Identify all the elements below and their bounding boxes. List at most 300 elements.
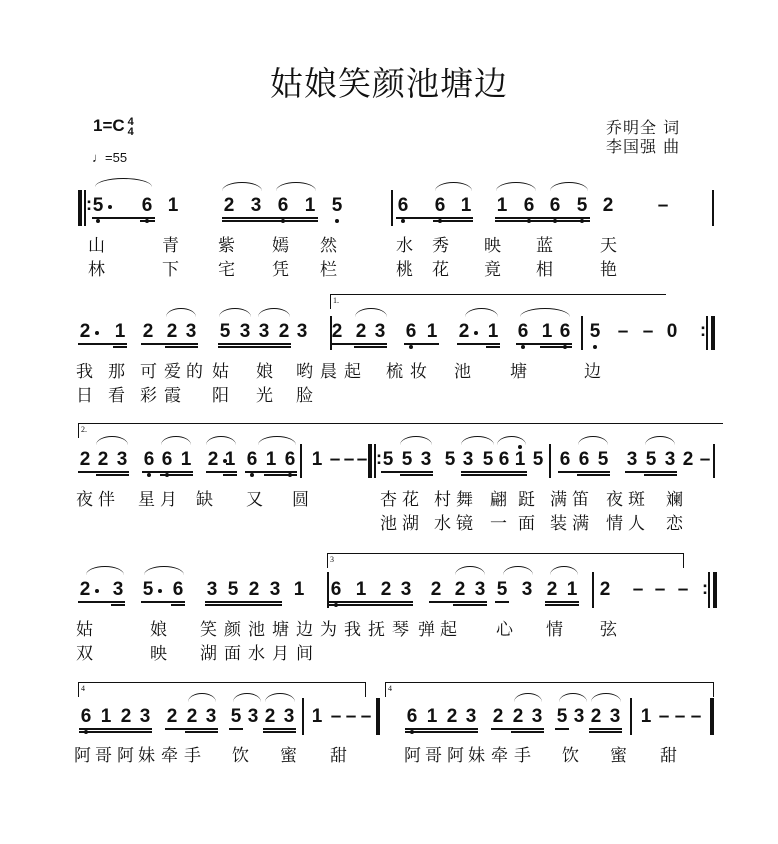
lyric-char: 娘 xyxy=(256,362,273,382)
time-sig-bottom: 4 xyxy=(127,126,134,139)
note: 5 xyxy=(92,195,104,216)
lyric-char: 秀 xyxy=(432,236,449,256)
beam-underline xyxy=(511,731,544,733)
volta-bracket xyxy=(385,682,714,697)
lyric-char: 那 xyxy=(108,362,125,382)
note: 6 xyxy=(172,579,184,600)
lyric-char: 又 xyxy=(246,490,263,510)
volta-bracket xyxy=(327,553,684,568)
lyric-char: 阿 xyxy=(117,746,134,766)
note: 3 xyxy=(462,449,474,470)
beam-underline xyxy=(185,731,218,733)
volta-number: 2. xyxy=(81,425,87,434)
beam-underline xyxy=(79,728,152,730)
note: 1 xyxy=(487,321,499,342)
augmentation-dot xyxy=(95,331,99,335)
note: 2 xyxy=(380,579,392,600)
lyric-char: 娘 xyxy=(150,620,167,640)
slur xyxy=(166,308,196,317)
lyric-char: 光 xyxy=(256,386,273,406)
song-title: 姑娘笑颜池塘边 xyxy=(270,64,508,103)
beam-underline xyxy=(171,604,185,606)
note: 5 xyxy=(589,321,601,342)
lyric-char: 阳 xyxy=(212,386,229,406)
lyric-char: 我 xyxy=(344,620,361,640)
note: 5 xyxy=(597,449,609,470)
lyric-char: 起 xyxy=(440,620,457,640)
lyric-char: 圆 xyxy=(292,490,309,510)
note: 2 xyxy=(186,706,198,727)
beam-underline xyxy=(354,346,387,348)
beam-underline xyxy=(78,471,129,473)
lyric-char: 面 xyxy=(518,514,535,534)
beam-underline xyxy=(92,217,155,219)
note: 6 xyxy=(578,449,590,470)
note: 2 xyxy=(97,449,109,470)
lyric-char: 手 xyxy=(514,746,531,766)
note: 6 xyxy=(406,706,418,727)
beam-underline xyxy=(263,728,296,730)
note: – xyxy=(345,706,357,727)
note: 3 xyxy=(116,449,128,470)
lyric-char: 星 xyxy=(138,490,155,510)
lyric-char: 甜 xyxy=(660,746,677,766)
note: 6 xyxy=(498,449,510,470)
low-octave-dot xyxy=(335,219,339,223)
note: 2 xyxy=(278,321,290,342)
lyric-char: 饮 xyxy=(562,746,579,766)
lyric-char: 水 xyxy=(396,236,413,256)
lyricist-credit: 乔明全 词 xyxy=(606,118,681,137)
lyric-char: 哥 xyxy=(95,746,112,766)
beam-underline xyxy=(461,474,527,476)
repeat-sign: : xyxy=(86,194,92,214)
note: 2 xyxy=(166,321,178,342)
lyric-char: 紫 xyxy=(218,236,235,256)
lyric-char: 塘 xyxy=(510,362,527,382)
note: 3 xyxy=(283,706,295,727)
lyric-char: 塘 xyxy=(272,620,289,640)
key-label: 1=C xyxy=(93,116,125,135)
note: 1 xyxy=(541,321,553,342)
beam-underline xyxy=(245,471,297,473)
barline xyxy=(706,316,708,350)
beam-underline xyxy=(140,220,155,222)
repeat-sign: : xyxy=(376,448,382,468)
note: 2 xyxy=(599,579,611,600)
lyric-char: 姑 xyxy=(212,362,229,382)
note: 6 xyxy=(284,449,296,470)
lyric-char: 湖 xyxy=(200,644,217,664)
note: – xyxy=(632,579,644,600)
lyric-char: 宅 xyxy=(218,260,235,280)
beam-underline xyxy=(223,474,237,476)
note: 2 xyxy=(223,195,235,216)
volta-number: 1. xyxy=(333,296,339,305)
note: – xyxy=(356,449,368,470)
slur xyxy=(144,566,184,575)
slur xyxy=(550,182,588,191)
repeat-sign: : xyxy=(702,578,708,598)
beam-underline xyxy=(545,604,579,606)
note: 2 xyxy=(602,195,614,216)
lyric-char: 弦 xyxy=(600,620,617,640)
beam-underline xyxy=(405,731,478,733)
double-barline xyxy=(376,698,380,735)
beam-underline xyxy=(78,601,125,603)
lyric-char: 看 xyxy=(108,386,125,406)
lyric-char: 相 xyxy=(536,260,553,280)
note: 6 xyxy=(161,449,173,470)
lyric-char: 湖 xyxy=(402,514,419,534)
beam-underline xyxy=(516,343,572,345)
lyric-char: 花 xyxy=(402,490,419,510)
note: 6 xyxy=(517,321,529,342)
note: 5 xyxy=(142,579,154,600)
note: 6 xyxy=(397,195,409,216)
low-octave-dot xyxy=(409,345,413,349)
note: 6 xyxy=(277,195,289,216)
lyric-char: 镜 xyxy=(456,514,473,534)
lyric-char: 情 xyxy=(546,620,563,640)
note: 1 xyxy=(496,195,508,216)
note: 3 xyxy=(247,706,259,727)
note: 3 xyxy=(521,579,533,600)
note: 3 xyxy=(400,579,412,600)
beam-underline xyxy=(400,474,433,476)
lyric-char: 夜 xyxy=(606,490,623,510)
slur xyxy=(520,308,570,317)
beam-underline xyxy=(111,604,125,606)
note: 1 xyxy=(514,449,526,470)
repeat-sign: : xyxy=(700,320,706,340)
lyric-char: 舞 xyxy=(456,490,473,510)
note: 1 xyxy=(224,449,236,470)
beam-underline xyxy=(165,728,218,730)
lyric-char: 嫣 xyxy=(272,236,289,256)
volta-number: 4 xyxy=(388,684,392,693)
note: 2 xyxy=(79,579,91,600)
beam-underline xyxy=(540,346,572,348)
lyric-char: 装 xyxy=(550,514,567,534)
barline xyxy=(302,698,304,735)
beam-underline xyxy=(495,217,590,219)
key-signature xyxy=(93,116,134,137)
beam-underline xyxy=(218,343,291,345)
beam-underline xyxy=(229,728,243,730)
beam-underline xyxy=(396,217,473,219)
beam-underline xyxy=(78,343,127,345)
note: 6 xyxy=(141,195,153,216)
beam-underline xyxy=(330,343,387,345)
beam-underline xyxy=(381,471,433,473)
note: 1 xyxy=(114,321,126,342)
beam-underline xyxy=(429,601,487,603)
lyric-char: 爱 xyxy=(164,362,181,382)
lyric-char: 伴 xyxy=(98,490,115,510)
note: 2 xyxy=(454,579,466,600)
double-barline xyxy=(711,316,715,350)
barline xyxy=(300,444,302,478)
lyric-char: 夜 xyxy=(76,490,93,510)
note: 1 xyxy=(460,195,472,216)
note: 3 xyxy=(474,579,486,600)
note: 6 xyxy=(549,195,561,216)
note: – xyxy=(658,706,670,727)
note: 3 xyxy=(573,706,585,727)
lyric-char: 艳 xyxy=(600,260,617,280)
lyric-char: 甜 xyxy=(330,746,347,766)
note: 2 xyxy=(331,321,343,342)
note: 3 xyxy=(296,321,308,342)
lyric-char: 映 xyxy=(484,236,501,256)
slur xyxy=(219,308,251,317)
note: – xyxy=(360,706,372,727)
lyric-char: 姑 xyxy=(76,620,93,640)
lyric-char: 山 xyxy=(88,236,105,256)
slur xyxy=(222,182,262,191)
lyric-char: 满 xyxy=(572,514,589,534)
lyric-char: 凭 xyxy=(272,260,289,280)
beam-underline xyxy=(206,471,237,473)
volta-bracket xyxy=(78,682,366,697)
note: – xyxy=(642,321,654,342)
note: 5 xyxy=(556,706,568,727)
lyric-char: 池 xyxy=(454,362,471,382)
lyric-char: 颜 xyxy=(224,620,241,640)
lyric-char: 情 xyxy=(606,514,623,534)
lyric-char: 为 xyxy=(320,620,337,640)
beam-underline xyxy=(625,471,677,473)
lyric-char: 脸 xyxy=(296,386,313,406)
lyric-char: 面 xyxy=(224,644,241,664)
beam-underline xyxy=(205,604,282,606)
lyric-char: 饮 xyxy=(232,746,249,766)
double-barline xyxy=(710,698,714,735)
lyric-char: 牵 xyxy=(161,746,178,766)
note: – xyxy=(677,579,689,600)
beam-underline xyxy=(577,474,610,476)
lyric-char: 妹 xyxy=(468,746,485,766)
note: 1 xyxy=(426,706,438,727)
note: 1 xyxy=(100,706,112,727)
slur xyxy=(435,182,472,191)
beam-underline xyxy=(329,604,413,606)
beam-underline xyxy=(453,604,487,606)
note: 6 xyxy=(559,449,571,470)
barline xyxy=(630,698,632,735)
time-signature xyxy=(128,117,134,137)
barline xyxy=(708,572,710,608)
note: 5 xyxy=(532,449,544,470)
lyric-char: 妹 xyxy=(138,746,155,766)
beam-underline xyxy=(644,474,677,476)
low-octave-dot xyxy=(250,473,254,477)
note: 3 xyxy=(609,706,621,727)
lyric-char: 边 xyxy=(296,620,313,640)
augmentation-dot xyxy=(108,205,112,209)
note: 2 xyxy=(166,706,178,727)
note: 2 xyxy=(512,706,524,727)
note: 2 xyxy=(446,706,458,727)
lyric-char: 跹 xyxy=(518,490,535,510)
beam-underline xyxy=(142,471,193,473)
lyric-char: 手 xyxy=(184,746,201,766)
note: 6 xyxy=(434,195,446,216)
note: 1 xyxy=(293,579,305,600)
note: 3 xyxy=(664,449,676,470)
note: 3 xyxy=(465,706,477,727)
lyric-char: 月 xyxy=(272,644,289,664)
beam-underline xyxy=(222,217,318,219)
lyric-char: 牵 xyxy=(491,746,508,766)
beam-underline xyxy=(222,220,318,222)
lyric-char: 起 xyxy=(344,362,361,382)
note: 6 xyxy=(246,449,258,470)
beam-underline xyxy=(589,731,622,733)
note: – xyxy=(330,706,342,727)
lyric-char: 蓝 xyxy=(536,236,553,256)
lyric-char: 池 xyxy=(380,514,397,534)
lyric-char: 池 xyxy=(248,620,265,640)
note: – xyxy=(329,449,341,470)
double-barline xyxy=(78,190,82,226)
note: 2 xyxy=(120,706,132,727)
lyric-char: 琴 xyxy=(392,620,409,640)
lyric-char: 杏 xyxy=(380,490,397,510)
note: – xyxy=(699,449,711,470)
lyric-char: 霞 xyxy=(164,386,181,406)
barline xyxy=(391,190,393,226)
note: 3 xyxy=(531,706,543,727)
volta-bracket xyxy=(330,294,666,309)
slur xyxy=(355,308,387,317)
beam-underline xyxy=(205,601,282,603)
note: 2 xyxy=(79,449,91,470)
lyric-char: 哥 xyxy=(425,746,442,766)
lyric-char: 笑 xyxy=(200,620,217,640)
lyric-char: 哟 xyxy=(296,362,313,382)
low-octave-dot xyxy=(96,219,100,223)
slur xyxy=(465,308,498,317)
slur xyxy=(258,308,290,317)
note: – xyxy=(617,321,629,342)
beam-underline xyxy=(329,601,413,603)
lyric-char: 青 xyxy=(162,236,179,256)
beam-underline xyxy=(160,474,193,476)
note: 6 xyxy=(559,321,571,342)
lyric-char: 水 xyxy=(248,644,265,664)
augmentation-dot xyxy=(158,589,162,593)
note: 1 xyxy=(566,579,578,600)
lyric-char: 阿 xyxy=(74,746,91,766)
lyric-char: 日 xyxy=(76,386,93,406)
lyric-char: 恋 xyxy=(666,514,683,534)
double-barline xyxy=(368,444,372,478)
beam-underline xyxy=(491,728,544,730)
beam-underline xyxy=(264,474,297,476)
lyric-char: 间 xyxy=(296,644,313,664)
note: 3 xyxy=(139,706,151,727)
note: 5 xyxy=(401,449,413,470)
lyric-char: 水 xyxy=(434,514,451,534)
composer-credit: 李国强 曲 xyxy=(606,137,681,156)
note: – xyxy=(343,449,355,470)
low-octave-dot xyxy=(147,473,151,477)
lyric-char: 心 xyxy=(496,620,513,640)
low-octave-dot xyxy=(521,345,525,349)
beam-underline xyxy=(486,346,500,348)
note: 2 xyxy=(430,579,442,600)
slur xyxy=(86,566,124,575)
note: 3 xyxy=(206,579,218,600)
augmentation-dot xyxy=(474,331,478,335)
beam-underline xyxy=(405,728,478,730)
note: 6 xyxy=(330,579,342,600)
beam-underline xyxy=(433,220,473,222)
lyric-char: 抚 xyxy=(368,620,385,640)
beam-underline xyxy=(113,346,127,348)
volta-number: 3 xyxy=(330,555,334,564)
lyric-char: 然 xyxy=(320,236,337,256)
lyric-char: 花 xyxy=(432,260,449,280)
tempo-marking: ♩=55 xyxy=(92,150,128,165)
beam-underline xyxy=(589,728,622,730)
lyric-char: 满 xyxy=(550,490,567,510)
lyric-char: 斑 xyxy=(628,490,645,510)
high-octave-dot xyxy=(518,445,522,449)
note: 3 xyxy=(112,579,124,600)
augmentation-dot xyxy=(95,589,99,593)
lyric-char: 阿 xyxy=(447,746,464,766)
lyric-char: 一 xyxy=(490,514,507,534)
low-octave-dot xyxy=(593,345,597,349)
lyric-char: 晨 xyxy=(320,362,337,382)
beam-underline xyxy=(165,346,198,348)
lyric-char: 我 xyxy=(76,362,93,382)
note: 1 xyxy=(311,449,323,470)
note: 5 xyxy=(482,449,494,470)
beam-underline xyxy=(404,343,439,345)
barline xyxy=(712,190,714,226)
lyric-char: 阿 xyxy=(404,746,421,766)
double-barline xyxy=(713,572,717,608)
lyric-char: 双 xyxy=(76,644,93,664)
note: 2 xyxy=(142,321,154,342)
note: 3 xyxy=(239,321,251,342)
beam-underline xyxy=(461,471,527,473)
note: 2 xyxy=(79,321,91,342)
lyric-char: 人 xyxy=(628,514,645,534)
note: 2 xyxy=(248,579,260,600)
note: 1 xyxy=(167,195,179,216)
lyric-char: 月 xyxy=(160,490,177,510)
beam-underline xyxy=(96,474,129,476)
note: 6 xyxy=(143,449,155,470)
note: – xyxy=(657,195,669,216)
lyric-char: 弹 xyxy=(418,620,435,640)
beam-underline xyxy=(141,601,185,603)
note: 1 xyxy=(355,579,367,600)
lyric-char: 林 xyxy=(88,260,105,280)
beam-underline xyxy=(457,343,500,345)
beam-underline xyxy=(555,728,569,730)
note: 2 xyxy=(355,321,367,342)
lyric-char: 蜜 xyxy=(610,746,627,766)
barline xyxy=(581,316,583,350)
note: 1 xyxy=(265,449,277,470)
note: 5 xyxy=(230,706,242,727)
